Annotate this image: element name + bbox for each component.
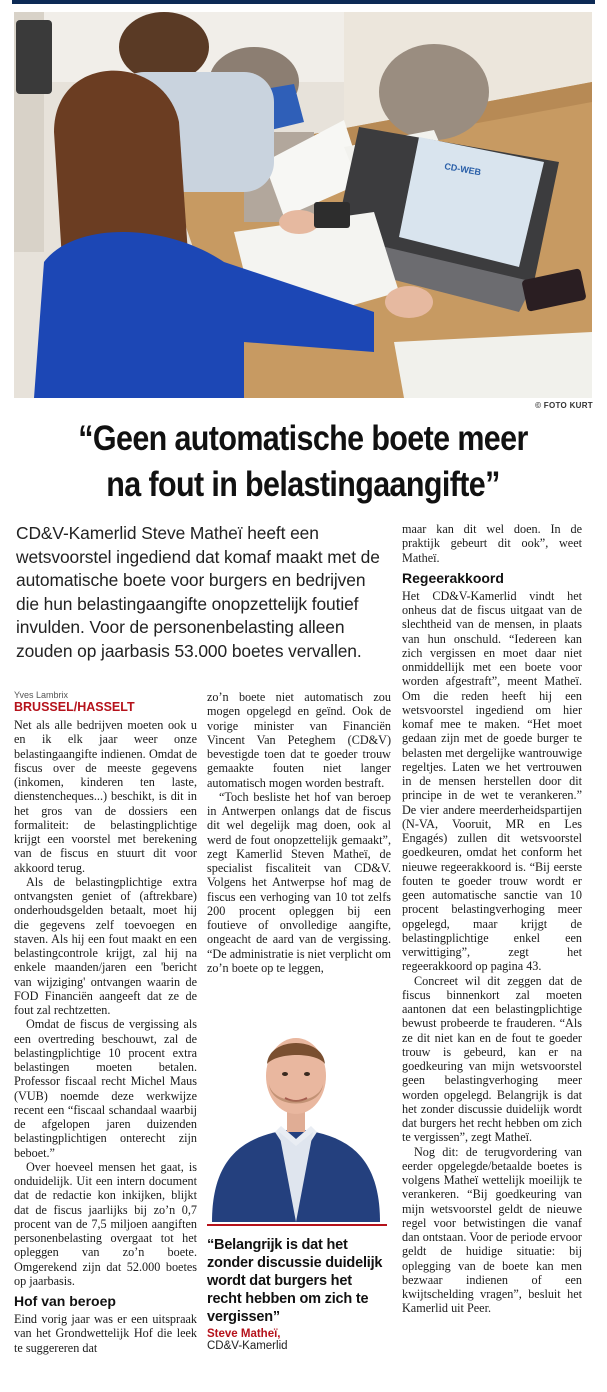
article-column-2 [207,690,391,975]
body-paragraph: Over hoeveel mensen het gaat, is onduidelijk. Uit een intern document dat de redactie kon inkijken, blijkt dat de fiscus jaarlijks bij zo’n 0,7 procent van de 7,5 miljoen aangiften personenbelasting overgaat tot het opleggen van zo’n boete. Omgerekend zijn dat 52.000 boetes op jaarbasis. [14,1159,197,1288]
body-paragraph: Nog dit: de terugvordering van eerder opgelegde/betaalde boetes is volgens Matheï wettelijk moeilijk te verankeren. “Bij goedkeuring van mijn wetsvoorstel geldt de nieuwe regel voor betwistingen die vanaf dan ontstaan. Voor de periode ervoor geldt de huidige situatie: bij oplegging van de boete kan men bezwaar indienen of een kwijtschelding vragen”, besluit het Kamerlid uit Peer. [402,1144,582,1316]
body-paragraph: Eind vorig jaar was er een uitspraak van het Grondwettelijk Hof die leek te suggereren dat [14,1312,197,1355]
body-paragraph: Het CD&V-Kamerlid vindt het onheus dat de fiscus uitgaat van de slechtheid van de mensen, in plaats van hun onschuld. “Iedereen kan zich vergissen en moet daar niet onmiddellijk met een boete voor worden afgestraft”, meent Matheï. Om die reden heeft hij een wetsvoorstel ingediend om hier komaf mee te maken. “Het moet gedaan zijn met de goede burger te belasten met dergelijke wantrouwige regeltjes. Laten we het vertrouwen in de mensen herstellen door dit principe in de wet te verankeren.” De vier andere meerderheidspartijen (N-VA, Vooruit, MR en Les Engagés) zullen dit wetsvoorstel goedkeuren, omdat het conform het nieuwe regeerakkoord is. “Bij eerste fouten te goeder trouw wordt er geen automatische sanctie van 10 procent belastingverhoging meer opgelegd, maar krijgt de belastingplichtige enkel een verwittiging”, zegt het regeerakkoord op pagina 43. [402,588,582,974]
lead-paragraph: CD&V-Kamerlid Steve Matheï heeft een wetsvoorstel ingediend dat komaf maakt met de automatische boete voor burgers en bedrijven die hun belastingaangifte onopzettelijk foutief invulden. Voor de personenbelasting alleen zouden op jaarbasis 53.000 boetes vervallen. [16,523,380,661]
subheading-hof-van-beroep: Hof van beroep [14,1293,116,1309]
body-paragraph: maar kan dit wel doen. In de praktijk gebeurt dit ook”, weet Matheï. [402,522,582,565]
body-paragraph: Omdat de fiscus de vergissing als een overtreding beschouwt, zal de belastingplichtige 10 procent extra belastingen moeten betalen. Professor fiscaal recht Michel Maus (VUB) noemde deze werkwijze recent een “fiscaal schandaal waarbij de afgelopen jaren duizenden belastingplichtigen onterecht zijn beboet.” [14,1017,197,1160]
pull-quote-role: CD&V-Kamerlid [207,1340,288,1352]
byline: Yves Lambrix [14,690,69,700]
subheading-regeerakkoord: Regeerakkoord [402,569,504,586]
couple-doing-taxes-illustration [14,12,592,398]
article-column-1 [14,690,197,1355]
portrait-photo [207,1014,385,1222]
pull-quote-text: “Belangrijk is dat het zonder discussie duidelijk wordt dat burgers het recht hebben om zich te vergissen” [207,1237,383,1325]
headline-line-1: “Geen automatische boete meer [78,419,528,458]
headline [52,416,555,508]
article-photo [14,12,592,398]
photo-credit: © FOTO KURT [535,401,593,410]
portrait-illustration [207,1014,385,1222]
headline-line-2: na fout in belastingaangifte” [106,465,500,504]
body-paragraph: “Toch besliste het hof van beroep in Antwerpen onlangs dat de fiscus dit wel degelijk mag doen, ook al werd de fout onopzettelijk gemaakt”, zegt Kamerlid Steven Matheï, de specialist fiscaliteit van CD&V. Volgens het Antwerpse hof mag de fiscus een verhoging van 10 tot zelfs 200 procent opleggen bij een foutieve of onvolledige aangifte, ongeacht de aard van de vergissing. “De administratie is niet verplicht om zo’n boete op te leggen, [207,789,391,975]
pull-quote [207,1224,387,1352]
dateline: BRUSSEL/HASSELT [14,700,135,714]
body-paragraph: zo’n boete niet automatisch zou mogen opgelegd en geïnd. Ook de vorige minister van Financiën Vincent Van Peteghem (CD&V) bevestigde toen dat te goeder trouw gemaakte fouten niet langer automatisch mogen worden bestraft. [207,690,391,790]
pull-quote-name: Steve Matheï, [207,1328,281,1340]
body-paragraph: Concreet wil dit zeggen dat de fiscus binnenkort zal moeten aantonen dat een belastingplichtige bewust probeerde te frauderen. “Als ze dit niet kan en de fout te goeder trouw is gebeurd, kan er na goedkeuring van mijn wetsvoorstel geen belastingverhoging meer worden opgelegd. Belangrijk is dat het zonder discussie duidelijk wordt dat burgers het recht hebben om zich te vergissen”, zegt Matheï. [402,973,582,1145]
body-paragraph: Als de belastingplichtige extra ontvangsten geniet of (aftrekbare) onderhoudsgelden betaalt, moet hij die gegevens zelf toevoegen en staven. Als hij een fout maakt en een belastingcontrole krijgt, zal hij na enkele maanden/jaren een 'bericht van wijziging' ontvangen waarin de FOD Financiën aangeeft dat ze de fout zal rechtzetten. [14,874,197,1017]
body-paragraph: Net als alle bedrijven moeten ook u en ik elk jaar weer onze belastingaangifte indienen. Omdat de fiscus over de meeste gegevens (inkomen, kinderen ten laste, dienstencheques...) beschikt, is dit in het gros van de dossiers een formaliteit: de belastingplichtige krijgt een voorstel met berekening van de fiscus en stuurt dit voor akkoord terug. [14,718,197,875]
laptop-screen-logo: CD-WEB [443,161,482,178]
top-rule [12,0,595,4]
article-column-3 [402,522,582,1316]
